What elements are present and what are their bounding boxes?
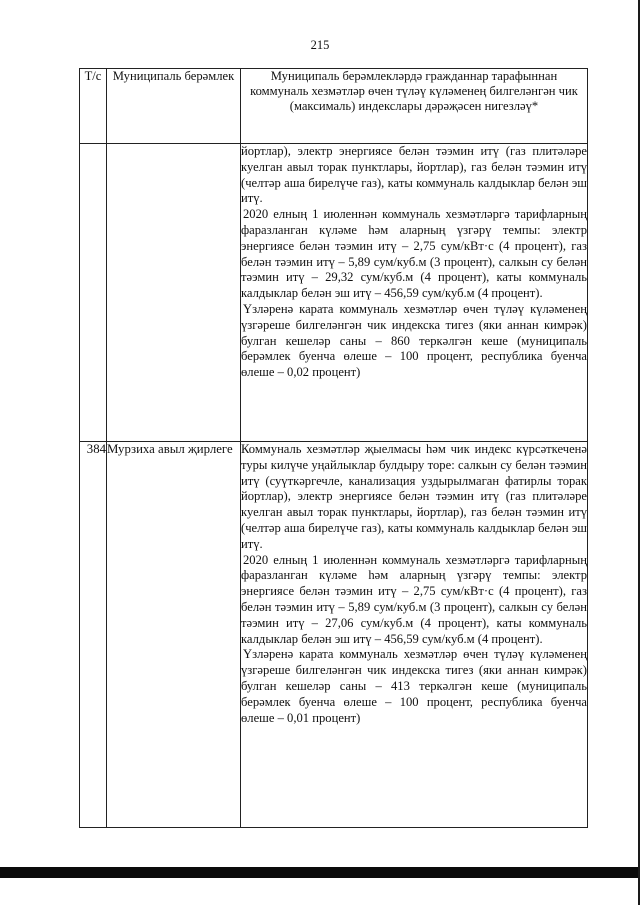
description-paragraph: Коммуналь хезмәтләр җыелмасы һәм чик индекс күрсәткеченә туры килүче уңайлыклар булдыру торе: салкын су белән тәэмин итү (суүткәргечле, канализация уздырылмаган фатирлы торак йортлар), электр энергиясе белән тәэмин итү (газ плитәләре куелган авыл торак пунктлары, йортлар), газ белән тәэмин итү (челтәр аша бирелүче газ), каты коммуналь калдыклар белән эш итү. <box>241 442 587 551</box>
scan-edge-bar <box>0 867 640 878</box>
municipality-name: Мурзиха авыл җирлеге <box>107 442 241 828</box>
header-description: Муниципаль берәмлекләрдә гражданнар тарафыннан коммуналь хезмәтләр өчен түләү күләменең билгеләнгән чик (максималь) индекслары дәрәҗәсен нигезләү* <box>241 69 588 144</box>
description-paragraph: 2020 елның 1 июленнән коммуналь хезмәтләргә тарифларның фаразланган күләме һәм аларның үзгәрү темпы: электр энергиясе белән тәэмин итү – 2,75 сум/кВт·с (4 процент), газ белән тәэмин итү – 5,89 сум/куб.м (3 процент), салкын су белән тәэмин итү – 29,32 сум/куб.м (4 процент), каты коммуналь калдыклар белән эш итү – 456,59 сум/куб.м (4 процент). <box>241 207 587 301</box>
description-cell <box>241 144 588 442</box>
header-municipality: Муниципаль берәмлек <box>107 69 241 144</box>
description-paragraph: Үзләренә карата коммуналь хезмәтләр өчен түләү күләменең үзгәреше билгеләнгән чик индекска тигез (яки аннан кимрәк) булган кешеләр саны – 860 теркәлгән кеше (муниципаль берәмлек буенча өлеше – 100 процент, республика буенча өлеше – 0,02 процент) <box>241 301 587 380</box>
row-number <box>80 144 107 442</box>
row-number: 384 <box>80 442 107 828</box>
description-paragraph: Үзләренә карата коммуналь хезмәтләр өчен түләү күләменең үзгәреше билгеләнгән чик индекска тигез (яки аннан кимрәк) булган кешеләр саны – 413 теркәлгән кеше (муниципаль берәмлек буенча өлеше – 100 процент, республика буенча өлеше – 0,01 процент) <box>241 647 587 725</box>
table-row <box>80 144 588 442</box>
description-paragraph: 2020 елның 1 июленнән коммуналь хезмәтләргә тарифларның фаразланган күләме һәм аларның үзгәрү темпы: электр энергиясе белән тәэмин итү – 2,75 сум/кВт·с (4 процент), газ белән тәэмин итү – 5,89 сум/куб.м (3 процент), салкын су белән тәэмин итү – 27,06 сум/куб.м (4 процент), каты коммуналь калдыклар белән эш итү – 456,59 сум/куб.м (4 процент). <box>241 552 587 646</box>
tariff-table <box>79 68 588 828</box>
description-paragraph: йортлар), электр энергиясе белән тәэмин итү (газ плитәләре куелган авыл торак пунктлары, йортлар), газ белән тәэмин итү (челтәр аша бирелүче газ), каты коммуналь калдыклар белән эш итү. <box>241 144 587 206</box>
table-row <box>80 442 588 828</box>
header-num: Т/с <box>80 69 107 144</box>
page-number: 215 <box>310 38 330 52</box>
table-header-row <box>80 69 588 144</box>
municipality-name <box>107 144 241 442</box>
description-cell <box>241 442 588 828</box>
